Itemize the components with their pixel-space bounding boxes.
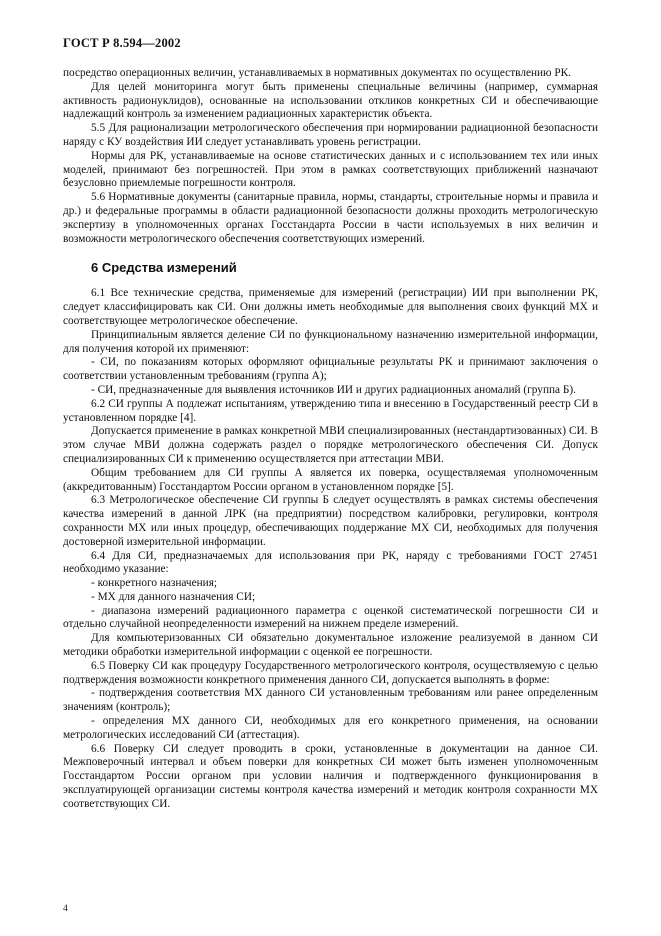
paragraph: 6.6 Поверку СИ следует проводить в сроки, установленные в документации на данное СИ. Межповерочный интервал и объем поверки для конкретных СИ может быть изменен уполномоченным Госстандартом России органом при условии наличия и подтвержденного функционирования в эксплуатирующей организации системы контроля качества измерений и методик контроля сохранности МХ соответствующих СИ. <box>63 742 598 810</box>
paragraph: посредство операционных величин, устанавливаемых в нормативных документах по осуществлению РК. <box>63 67 571 79</box>
page-number: 4 <box>63 904 68 914</box>
paragraph: Для компьютеризованных СИ обязательно документальное изложение реализуемой в данном СИ методики обработки измерительной информации с оценкой ее погрешности. <box>63 632 598 659</box>
paragraph: 6.5 Поверку СИ как процедуру Государственного метрологического контроля, осуществляемую с целью подтверждения возможности конкретного применения данного СИ, допускается выполнять в форме: <box>63 659 598 686</box>
list-item: - подтверждения соответствия МХ данного СИ установленным требованиям или ранее определенным значениям (контроль); <box>63 687 598 714</box>
paragraph: 6.4 Для СИ, предназначаемых для использования при РК, наряду с требованиями ГОСТ 27451 необходимо указание: <box>63 549 598 576</box>
list-item: - определения МХ данного СИ, необходимых для его конкретного применения, на основании метрологических исследований СИ (аттестация). <box>63 715 598 741</box>
paragraph: Допускается применение в рамках конкретной МВИ специализированных (нестандартизованных) СИ. В этом случае МВИ должна содержать раздел о порядке метрологического обеспечения СИ. Допуск специализированных СИ к применению осуществляется при аттестации МВИ. <box>63 425 598 465</box>
document-header: ГОСТ Р 8.594—2002 <box>63 36 181 50</box>
section-title: 6 Средства измерений <box>91 260 237 276</box>
paragraph: Нормы для РК, устанавливаемые на основе статистических данных и с использованием тех или иных моделей, принимают без погрешностей. При этом в рамках соответствующих приближений назначают безусловно приемлемые погрешности контроля. <box>63 149 598 190</box>
list-item: - диапазона измерений радиационного параметра с оценкой систематической погрешности СИ и отдельно случайной неопределенности измерений на нижнем пределе измерений. <box>63 604 598 631</box>
list-item: - МХ для данного назначения СИ; <box>91 590 256 603</box>
list-item: - конкретного назначения; <box>91 577 218 590</box>
document-page <box>63 36 598 812</box>
paragraph: Для целей мониторинга могут быть применены специальные величины (например, суммарная активность радионуклидов), основанные на использовании откликов конкретных СИ и обеспечивающие надлежащий контроль за изменением радиационных характеристик объекта. <box>63 80 598 121</box>
paragraph: 5.6 Нормативные документы (санитарные правила, нормы, стандарты, строительные нормы и правила и др.) и федеральные программы в области радиационной безопасности должны проходить метрологическую экспертизу в уполномоченных органах Госстандарта России в части используемых в них величин и возможности метрологического обеспечения соответствующих измерений. <box>63 191 598 245</box>
list-item: - СИ, по показаниям которых оформляют официальные результаты РК и принимают заключения о соответствии установленным требованиям (группа А); <box>63 356 598 383</box>
paragraph: 6.2 СИ группы А подлежат испытаниям, утверждению типа и внесению в Государственный реестр СИ в установленном порядке [4]. <box>63 397 598 424</box>
paragraph: Общим требованием для СИ группы А является их поверка, осуществляемая уполномоченным (аккредитованным) Госстандартом России органом в установленном порядке [5]. <box>63 466 598 493</box>
paragraph: 5.5 Для рационализации метрологического обеспечения при нормировании радиационной безопасности наряду с КУ воздействия ИИ следует устанавливать уровень регистрации. <box>63 122 598 148</box>
paragraph: 6.3 Метрологическое обеспечение СИ группы Б следует осуществлять в рамках системы обеспечения качества измерений в данной ЛРК (на предприятии) посредством калибровки, регулировки, контроля сохранности МХ или иных процедур, обеспечивающих поддержание МХ СИ, необходимых для получения достоверной измерительной информации. <box>63 494 598 548</box>
paragraph: 6.1 Все технические средства, применяемые для измерений (регистрации) ИИ при выполнении РК, следует классифицировать как СИ. Они должны иметь необходимые для выполнения своих функций МХ и соответствующее метрологическое обеспечение. <box>63 287 598 327</box>
list-item: - СИ, предназначенные для выявления источников ИИ и других радиационных аномалий (группа Б). <box>91 383 576 396</box>
paragraph: Принципиальным является деление СИ по функциональному назначению измерительной информации, для получения которой их применяют: <box>63 328 598 355</box>
